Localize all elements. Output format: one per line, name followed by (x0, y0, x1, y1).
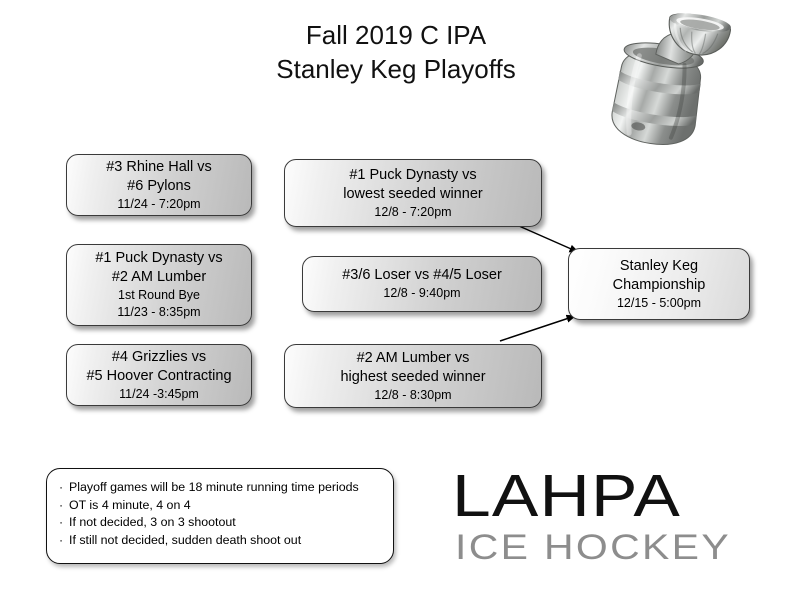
matchup-line-1: Stanley Keg (619, 257, 699, 274)
matchup-line-1: #3 Rhine Hall vs (106, 158, 212, 175)
rule-item (59, 497, 383, 515)
bracket-consolation-game[interactable] (302, 256, 542, 312)
rule-text: If still not decided, sudden death shoot out (69, 532, 302, 547)
rule-item (59, 532, 383, 550)
lahpa-logo (452, 463, 742, 570)
matchup-line-2: #2 AM Lumber (111, 269, 207, 285)
matchup-datetime: 11/24 -3:45pm (119, 386, 199, 401)
bracket-semifinal-bottom[interactable] (284, 344, 542, 408)
matchup-line-2: Championship (612, 276, 706, 293)
matchup-line-1: #4 Grizzlies vs (111, 348, 207, 365)
matchup-datetime: 12/15 - 5:00pm (616, 295, 702, 310)
matchup-datetime: 11/23 - 8:35pm (117, 305, 201, 319)
matchup-line-1: #1 Puck Dynasty vs (349, 166, 477, 183)
bullet-glyph: · (59, 515, 64, 529)
matchup-note: 1st Round Bye (118, 288, 200, 302)
rule-text: Playoff games will be 18 minute running time periods (69, 480, 359, 494)
page-title-line-1: Fall 2019 C IPA (305, 20, 487, 50)
matchup-line-1: #3/6 Loser vs #4/5 Loser (342, 267, 502, 283)
matchup-datetime: 11/24 - 7:20pm (117, 196, 201, 211)
matchup-line-1: #2 AM Lumber vs (356, 349, 470, 366)
bullet-glyph: · (59, 497, 64, 512)
matchup-line-2: #6 Pylons (127, 177, 191, 194)
rule-item (59, 479, 383, 497)
matchup-datetime: 12/8 - 8:30pm (374, 387, 452, 402)
stanley-keg-trophy-icon (596, 12, 732, 152)
connector-semifinal-top-to-final (519, 226, 578, 252)
bullet-glyph: · (59, 532, 64, 547)
bullet-glyph: · (59, 480, 64, 494)
matchup-line-2: lowest seeded winner (343, 185, 483, 202)
matchup-line-1: #1 Puck Dynasty vs (95, 250, 223, 266)
matchup-datetime: 12/8 - 9:40pm (383, 286, 461, 300)
bracket-game-3-6[interactable] (66, 154, 252, 216)
connector-semifinal-bottom-to-final (500, 316, 575, 341)
bracket-championship[interactable] (568, 248, 750, 320)
bracket-semifinal-top[interactable] (284, 159, 542, 227)
matchup-line-2: #5 Hoover Contracting (86, 367, 232, 384)
matchup-datetime: 12/8 - 7:20pm (374, 204, 452, 219)
rule-item (59, 514, 383, 532)
playoff-rules-box (46, 468, 394, 564)
bracket-game-4-5[interactable] (66, 344, 252, 406)
logo-secondary-text: ICE HOCKEY (455, 528, 731, 567)
bracket-game-1-2-bye[interactable] (66, 244, 252, 326)
rule-text: OT is 4 minute, 4 on 4 (69, 497, 191, 512)
matchup-line-2: highest seeded winner (340, 368, 486, 385)
rule-text: If not decided, 3 on 3 shootout (69, 515, 236, 529)
logo-primary-text: LAHPA (452, 463, 682, 529)
page-title-line-2: Stanley Keg Playoffs (276, 54, 516, 84)
